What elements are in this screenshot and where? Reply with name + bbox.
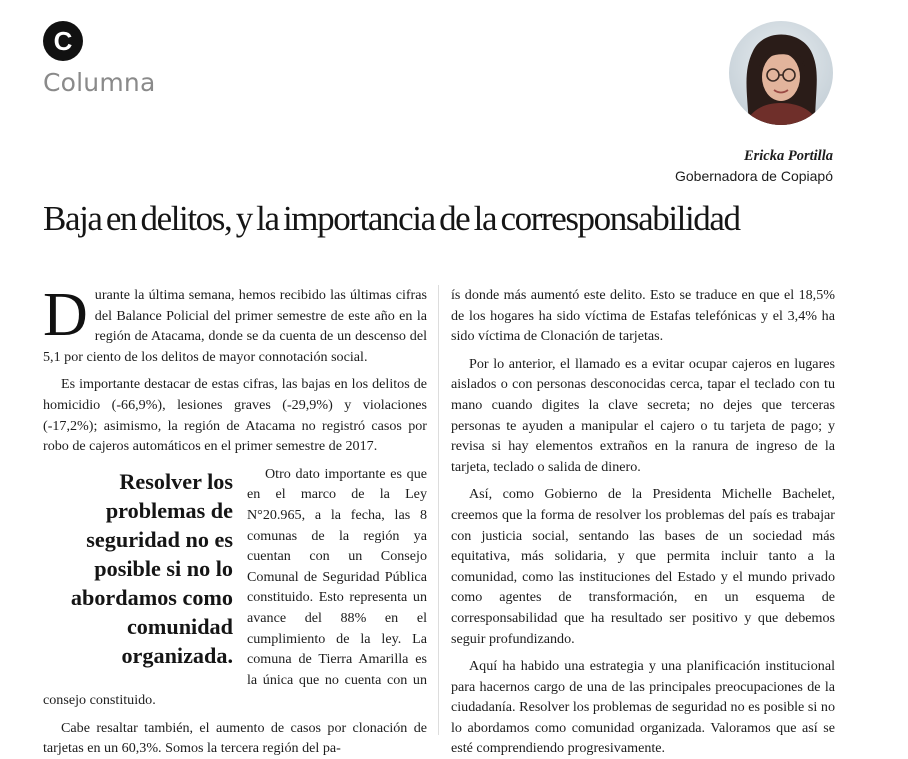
article-column-left <box>43 281 427 759</box>
article-paragraph: Es importante destacar de estas cifras, las bajas en los delitos de homicidio (-66,9%), lesiones graves (-29,9%) y violaciones (-17,2%); asimismo, la región de Atacama no registró casos por robo de cajeros automáticos en el primer semestre de 2017. <box>43 376 427 455</box>
author-photo <box>729 21 833 125</box>
drop-cap: D <box>43 281 88 349</box>
article-paragraph: ís donde más aumentó este delito. Esto se traduce en que el 18,5% de los hogares ha sido víctima de Estafas telefónicas y el 3,4% ha sido víctima de Clonación de tarjetas. <box>451 287 835 345</box>
author-role: Gobernadora de Copiapó <box>674 168 833 184</box>
section-label: Columna <box>43 68 156 97</box>
portrait-photo-icon <box>729 21 833 125</box>
article-paragraph: Por lo anterior, el llamado es a evitar ocupar cajeros en lugares aislados o con personas desconocidas cerca, tapar el teclado con tu mano cuando digites la clave secreta; no dejes que terceras personas te ayuden a manipular el cajero o tu tarjeta de pago; y revisa si hay elementos extraños en la ranura de ingreso de la tarjeta, teclado o salida de dinero. <box>451 355 835 475</box>
column-badge: C <box>43 21 83 61</box>
pull-quote: Resolver los problemas de seguridad no es posible si no lo abordamos como comunidad organizada. <box>70 468 233 668</box>
article-paragraph: Así, como Gobierno de la Presidenta Michelle Bachelet, creemos que la forma de resolver los problemas del país es trabajar con justicia social, sentando las bases de un sociedad más equitativa, más solidaria, y que permita incluir tanto a la comunidad, como las instituciones del Estado y el mundo privado como agentes de transformación, en un esquema de corresponsabilidad que ha resultado ser positivo y que debemos seguir profundizando. <box>451 486 835 647</box>
article-paragraph <box>43 281 427 367</box>
column-divider <box>438 285 439 735</box>
article-paragraph: Cabe resaltar también, el aumento de casos por clonación de tarjetas en un 60,3%. Somos la tercera región del pa- <box>43 719 427 757</box>
article-paragraph: Aquí ha habido una estrategia y una planificación institucional para hacernos cargo de una de las principales preocupaciones de la ciudadanía. Resolver los problemas de seguridad no es posible si no lo abordamos como comunidad organizada. Valoramos que así se esté comprendiendo progresivamente. <box>451 658 835 757</box>
byline <box>675 146 833 186</box>
paragraph-text: urante la última semana, hemos recibido las últimas cifras del Balance Policial del primer semestre de este año en la región de Atacama, donde se da cuenta de un descenso del 5,1 por ciento de los delitos de mayor connotación social. <box>43 287 427 365</box>
author-name: Ericka Portilla <box>743 148 833 164</box>
article-column-right <box>451 285 835 759</box>
article-paragraph: Otro dato importante es que en el marco de la Ley N°20.965, a la fecha, las 8 comunas de la región ya cuentan con un Consejo Comunal de Seguridad Pública constituido. Esto representa un avance del 88% en el cumplimiento de la ley. La comuna de Tierra Amarilla es la única que no cuenta con un consejo constituido. <box>43 465 427 709</box>
article-headline: Baja en delitos, y la importancia de la corresponsabilidad <box>43 199 740 238</box>
